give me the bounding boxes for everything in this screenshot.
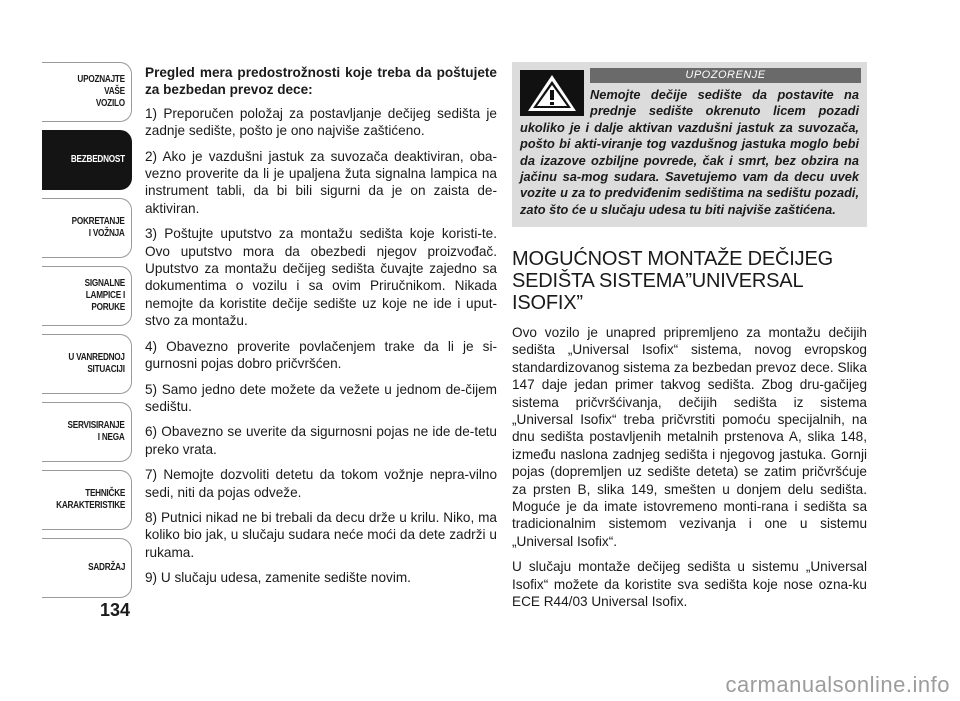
list-item: 5) Samo jedno dete možete da vežete u jednom de-čijem sedištu. [145,381,497,414]
tab-upoznajte-vase-vozilo[interactable] [42,62,132,122]
tab-label: SIGNALNE LAMPICE I PORUKE [84,278,125,313]
tab-tehnicke-karakteristike[interactable] [42,470,132,530]
list-item: 2) Ako je vazdušni jastuk za suvozača deaktiviran, oba-vezno proverite da li je upaljena žuta signalna lampica na instrument tabli, da bi bili sigurni da je on zaista de-aktiviran. [145,148,497,216]
page-number: 134 [100,600,131,620]
tab-bezbednost[interactable] [42,130,132,190]
list-item: 3) Poštujte uputstvo za montažu sedišta koje koristi-te. Ovo uputstvo mora da obezbedi njegov proizvođač. Uputstvo za montažu dečijeg sedišta čuvajte zajedno sa dokumentima o vozilu i sa ovim Priručnikom. Nikada nemojte da koristite dečije sedište uz koje ne ide i uput-stvo za montažu. [145,226,497,329]
tab-label: U VANREDNOJ SITUACIJI [68,352,125,375]
tab-sadrzaj[interactable] [42,538,132,598]
list-item: 9) U slučaju udesa, zamenite sedište novim. [145,570,411,586]
heading-line: SEDIŠTA SISTEMA”UNIVERSAL ISOFIX” [512,270,803,314]
tab-signalne-lampice[interactable] [42,266,132,326]
tab-label: UPOZNAJTE VAŠE VOZILO [77,74,125,109]
paragraph: Ovo vozilo je unapred pripremljeno za montažu dečijih sedišta „Universal Isofix“ sistema, novog evropskog standardizovanog sistema za bezbedan prevoz dece. Slika 147 daje jedan primer takvog sedišta. Zbog dru-gačijeg sistema pričvršćivanja, dečijih sedišta iz sistema „Universal Isofix“ treba pričvrstiti pomoću specijalnih, na dnu sedišta postavljenih metalnih prstenova A, slika 148, između naslona zadnjeg sedišta i njegovog jastuka. Gornji pojas (dopremljen uz sedište deteta) se zatim pričvršćuje za prsten B, slika 149, smešten u donjem delu sedišta. Moguće je da imate istovremeno monti-rana i sedišta sa tradicionalnim sistemom vezivanja i one u sistemu „Universal Isofix“. [512,325,867,549]
list-item: 8) Putnici nikad ne bi trebali da decu drže u krilu. Niko, ma koliko bio jak, u slučaju sudara neće moći da dete zadrži u rukama. [145,509,497,560]
list-item: 4) Obavezno proverite povlačenjem trake da li je si-gurnosni pojas dobro pričvršćen. [145,338,497,372]
paragraph: U slučaju montaže dečijeg sedišta u sistemu „Universal Isofix“ možete da koristite sva sedišta koje nose ozna-ku ECE R44/03 Universal Isofix. [512,559,867,610]
tab-label: SERVISIRANJE I NEGA [67,420,125,443]
tab-servisiranje-i-nega[interactable] [42,402,132,462]
tab-label: TEHNIČKE KARAKTERISTIKE [56,488,125,511]
heading-line: MOGUĆNOST MONTAŽE DEČIJEG [512,248,833,270]
tab-label: SADRŽAJ [87,562,125,573]
tab-label: POKRETANJE I VOŽNJA [72,216,125,239]
section-heading [512,248,867,314]
warning-text: Nemojte dečije sedište da postavite na prednje sedište okrenuto licem pozadi ukoliko je i dalje aktivan vazdušni jastuk za suvozača, pošto bi akti-viranje tog vazdušnog jastuka moglo bebi da izazove ozbiljne povrede, čak i smrt, bez obzira na jačinu sa-mog sudara. Savetujemo vam da decu uvek vozite u za to predviđenim sedištima na sedištu pozadi, zato što će u slučaju udesa tu biti najviše zaštićena. [520,87,859,217]
tab-label: BEZBEDNOST [70,154,125,165]
warning-box [512,62,867,227]
list-item: 6) Obavezno se uverite da sigurnosni pojas ne ide de-tetu preko vrata. [145,424,497,457]
left-column [145,64,497,595]
tab-u-vanrednoj-situaciji[interactable] [42,334,132,394]
section-lead: Pregled mera predostrožnosti koje treba da poštujete za bezbedan prevoz dece: [145,65,497,98]
watermark: carmanualsonline.info [725,672,950,697]
right-column [512,248,867,619]
warning-header: UPOZORENJE [590,68,861,83]
list-item: 1) Preporučen položaj za postavljanje dečijeg sedišta je zadnje sedište, pošto je ono najviše zaštićeno. [145,105,497,139]
list-item: 7) Nemojte dozvoliti detetu da tokom vožnje nepra-vilno sedi, niti da pojas odveže. [145,467,497,500]
tab-pokretanje-i-voznja[interactable] [42,198,132,258]
